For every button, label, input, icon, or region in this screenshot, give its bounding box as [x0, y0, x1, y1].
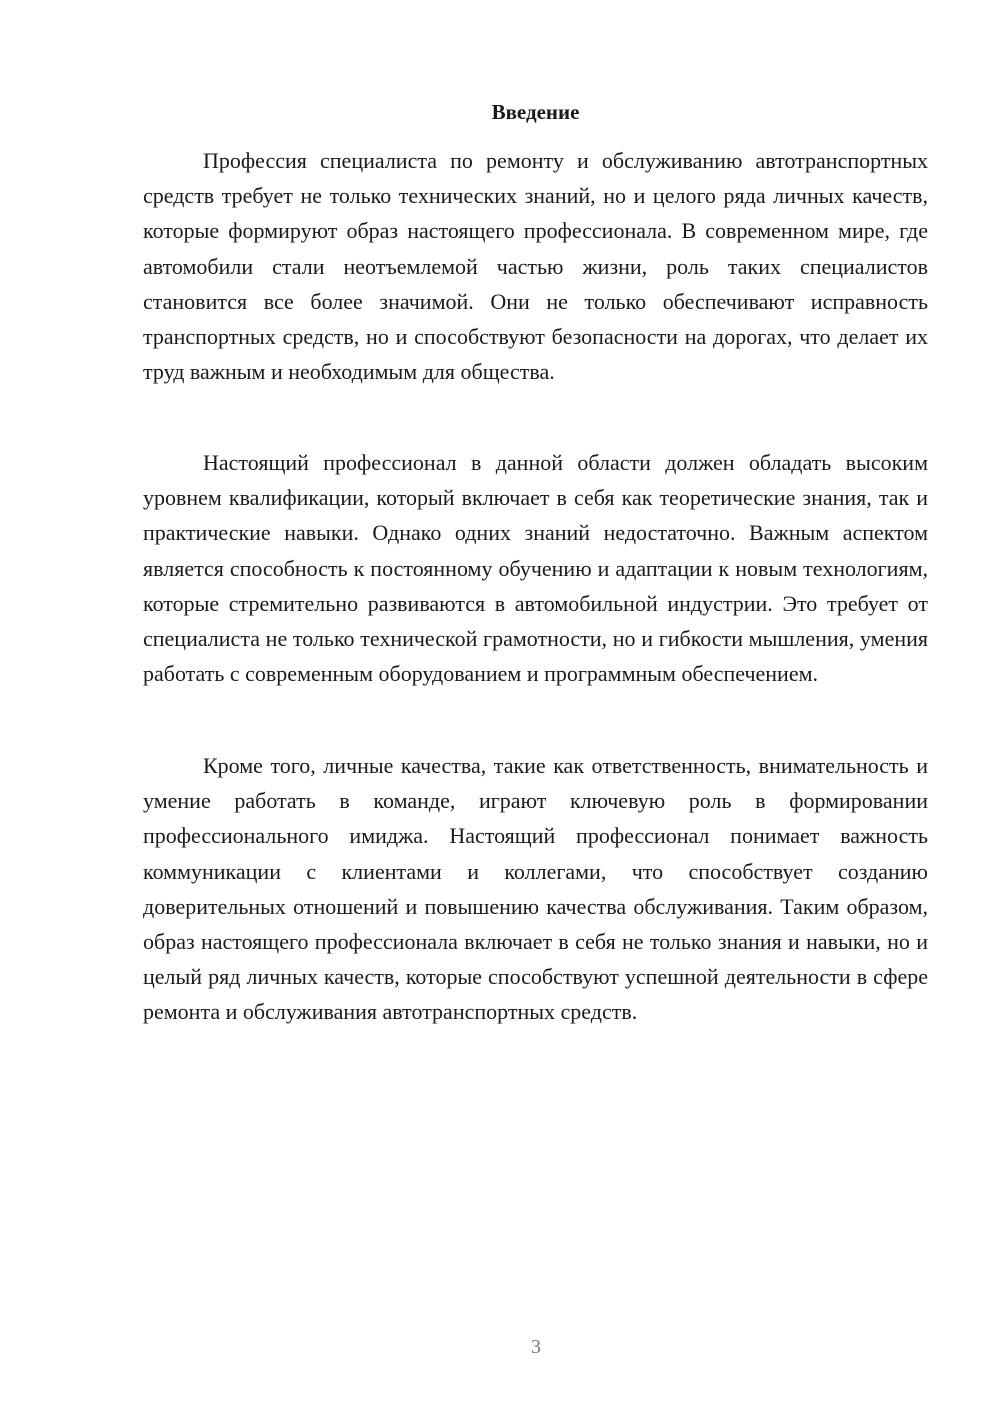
section-heading: Введение: [491, 100, 580, 124]
page-number: 3: [531, 1336, 541, 1358]
paragraph-3: Кроме того, личные качества, такие как ответственность, внимательность и умение работать в команде, играют ключевую роль в формировании профессионального имиджа. Настоящий профессионал понимает важность коммуникации с клиентами и коллегами, что способствует созданию доверительных отношений и повышению качества обслуживания. Таким образом, образ настоящего профессионала включает в себя не только знания и навыки, но и целый ряд личных качеств, которые способствуют успешной деятельности в сфере ремонта и обслуживания автотранспортных средств.: [143, 753, 928, 1025]
paragraph-1: Профессия специалиста по ремонту и обслуживанию автотранспортных средств требует не только технических знаний, но и целого ряда личных качеств, которые формируют образ настоящего профессионала. В современном мире, где автомобили стали неотъемлемой частью жизни, роль таких специалистов становится все более значимой. Они не только обеспечивают исправность транспортных средств, но и способствуют безопасности на дорогах, что делает их труд важным и необходимым для общества.: [143, 148, 928, 385]
paragraph-2: Настоящий профессионал в данной области должен обладать высоким уровнем квалификации, который включает в себя как теоретические знания, так и практические навыки. Однако одних знаний недостаточно. Важным аспектом является способность к постоянному обучению и адаптации к новым технологиям, которые стремительно развиваются в автомобильной индустрии. Это требует от специалиста не только технической грамотности, но и гибкости мышления, умения работать с современным оборудованием и программным обеспечением.: [143, 450, 928, 687]
